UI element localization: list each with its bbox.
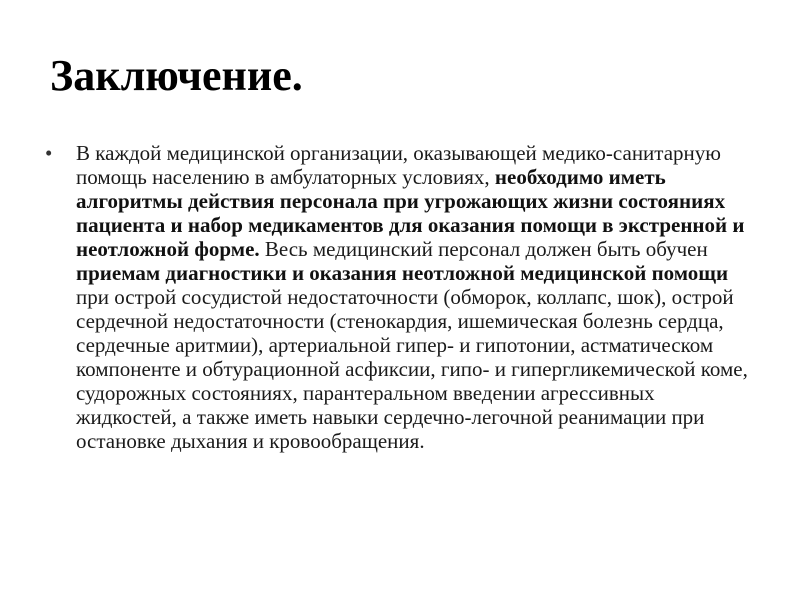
slide-title: Заключение. bbox=[50, 51, 303, 100]
text-conditions-list: при острой сосудистой недостаточности (обморок, коллапс, шок), острой сердечной недостаточности (стенокардия, ишемическая болезнь сердца, сердечные аритмии), артериальной гипер- и гипотонии, астматическом компоненте и обтурационной асфиксии, гипо- и гипергликемической коме, судорожных состояниях, парантеральном введении агрессивных жидкостей, а также иметь навыки сердечно-легочной реанимации при остановке дыхания и кровообращения. bbox=[76, 285, 748, 453]
text-intro: В каждой медицинской организации, оказывающей медико-санитарную помощь населению в амбулаторных условиях, bbox=[76, 141, 721, 189]
bullet-item bbox=[45, 141, 757, 453]
bullet-text bbox=[76, 141, 748, 453]
text-staff-training: Весь медицинский персонал должен быть обучен bbox=[259, 237, 708, 261]
bullet-dot-icon: • bbox=[45, 141, 53, 165]
bullet-list bbox=[45, 141, 757, 453]
text-bold-algorithms: необходимо иметь алгоритмы действия персонала при угрожающих жизни состояниях пациента и набор медикаментов для оказания помощи в экстренной и неотложной форме. bbox=[76, 165, 745, 261]
text-bold-diagnostics: приемам диагностики и оказания неотложной медицинской помощи bbox=[76, 261, 729, 285]
